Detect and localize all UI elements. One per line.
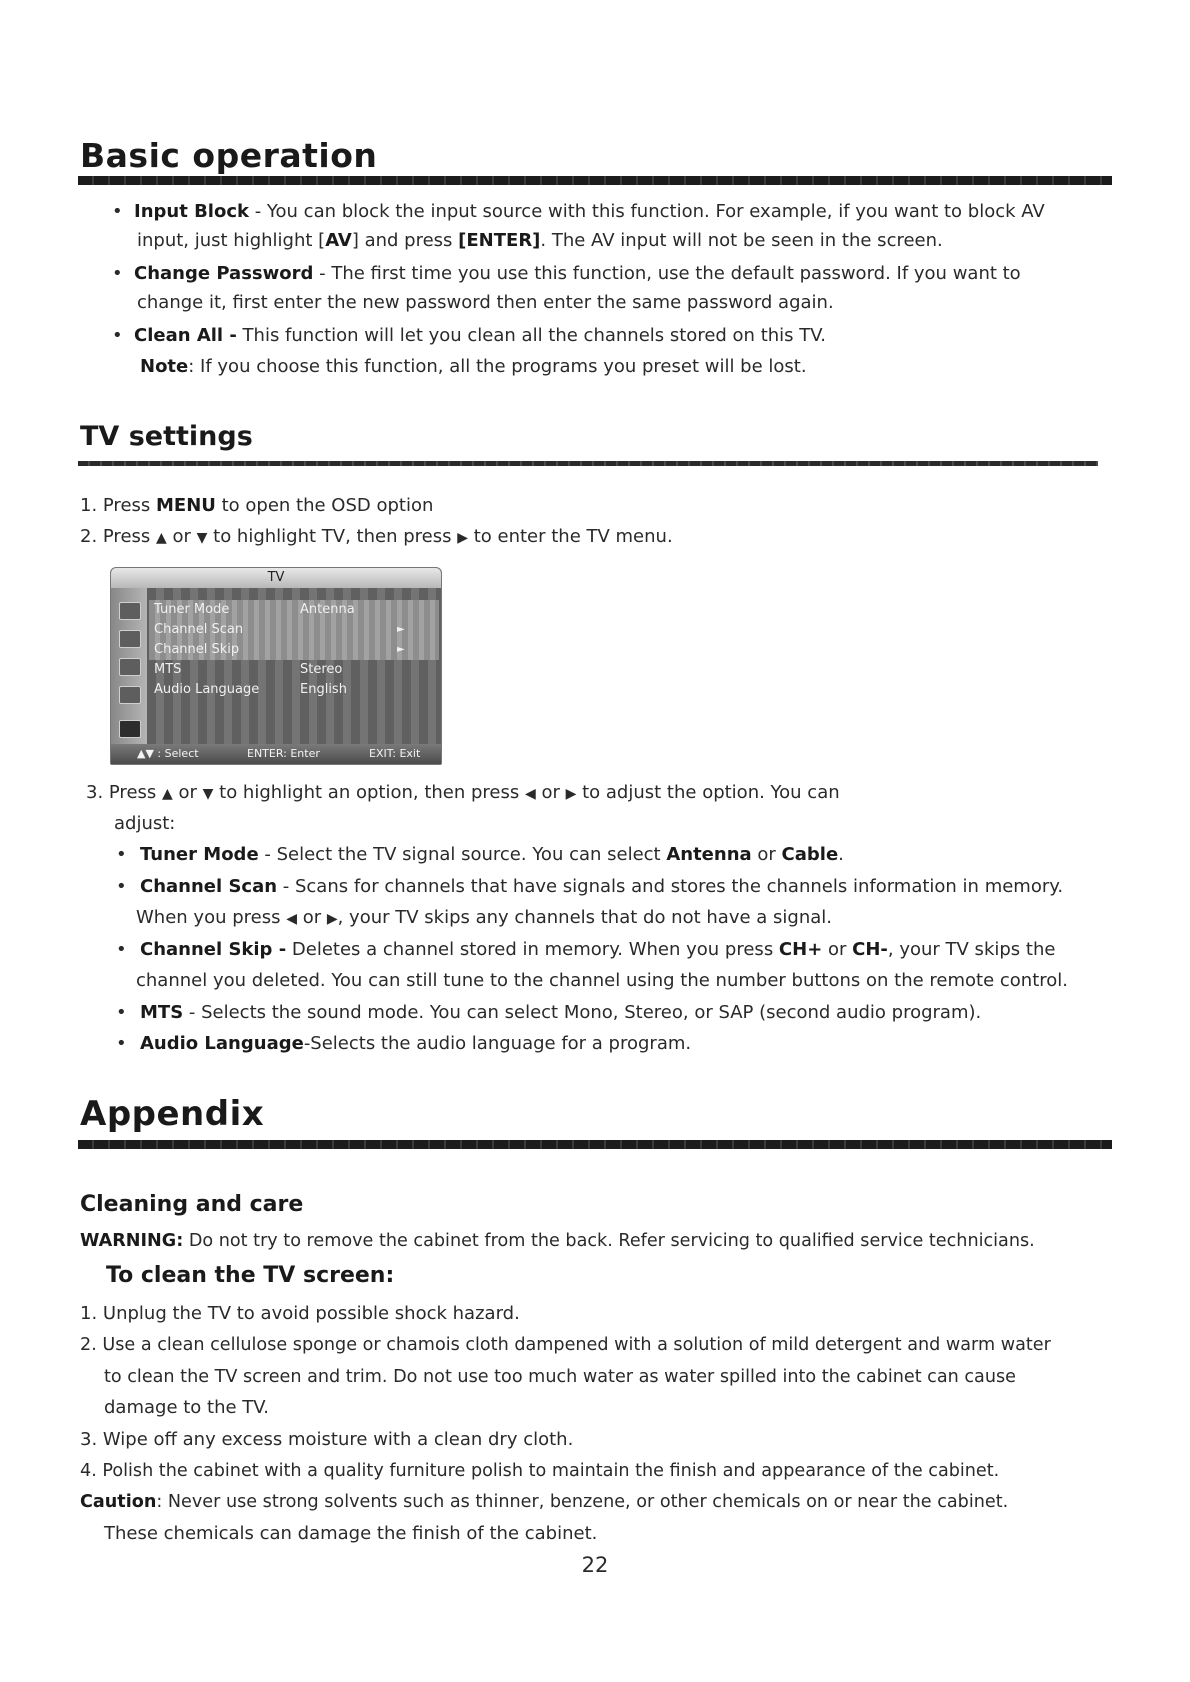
step-3: 3. Press ▲ or ▼ to highlight an option, then press ◀ or ▶ to adjust the option. You can bbox=[86, 782, 840, 803]
osd-row-audio-language: Audio Language English bbox=[154, 682, 347, 697]
note-term: Note bbox=[140, 356, 189, 377]
osd-footer bbox=[111, 744, 441, 764]
clean-all-term: Clean All - bbox=[134, 325, 237, 346]
clean-all-line: Clean All - This function will let you clean all the channels stored on this TV. bbox=[134, 325, 826, 346]
right-arrow-icon: ▶ bbox=[457, 530, 468, 546]
clean-step-2-line-2: to clean the TV screen and trim. Do not use too much water as water spilled into the cabinet can cause bbox=[104, 1367, 1016, 1387]
osd-arrow-icon: ► bbox=[397, 644, 405, 655]
tv-icon bbox=[119, 720, 141, 738]
osd-icon-column bbox=[111, 588, 147, 744]
clean-step-4: 4. Polish the cabinet with a quality furniture polish to maintain the finish and appearance of the cabinet. bbox=[80, 1461, 1000, 1481]
bullet-glyph: • bbox=[116, 939, 127, 960]
channel-skip-line-2: channel you deleted. You can still tune to the channel using the number buttons on the remote control. bbox=[136, 970, 1069, 991]
channel-scan-line: Channel Scan - Scans for channels that have signals and stores the channels information in memory. bbox=[140, 876, 1064, 897]
down-arrow-icon: ▼ bbox=[196, 530, 208, 546]
channel-scan-line-2: When you press ◀ or ▶, your TV skips any channels that do not have a signal. bbox=[136, 907, 832, 928]
change-password-line-2: change it, first enter the new password then enter the same password again. bbox=[137, 292, 834, 313]
clean-step-2-line-3: damage to the TV. bbox=[104, 1397, 270, 1418]
osd-row-tuner-mode: Tuner Mode Antenna bbox=[149, 600, 439, 620]
note-line: Note: If you choose this function, all the programs you preset will be lost. bbox=[140, 356, 807, 377]
input-block-line-2: input, just highlight [AV] and press [ENTER]. The AV input will not be seen in the screen. bbox=[137, 230, 943, 251]
bullet-glyph: • bbox=[112, 201, 123, 222]
warning-term: WARNING: bbox=[80, 1231, 184, 1251]
picture-icon bbox=[119, 602, 141, 620]
sound-icon bbox=[119, 630, 141, 648]
appendix-heading: Appendix bbox=[80, 1094, 265, 1134]
bullet-glyph: • bbox=[112, 325, 123, 346]
osd-row-channel-scan: Channel Scan ► bbox=[149, 620, 439, 640]
right-arrow-icon: ▶ bbox=[565, 786, 577, 802]
osd-footer-exit: EXIT: Exit bbox=[369, 747, 421, 760]
bullet-glyph: • bbox=[116, 876, 127, 897]
up-arrow-icon: ▲ bbox=[156, 530, 167, 546]
change-password-term: Change Password bbox=[134, 263, 314, 284]
osd-arrow-icon: ► bbox=[397, 624, 405, 635]
tuner-mode-line: Tuner Mode - Select the TV signal source. You can select Antenna or Cable. bbox=[140, 844, 844, 865]
heading-rule bbox=[78, 176, 1112, 185]
right-arrow-icon: ▶ bbox=[326, 911, 338, 927]
up-arrow-icon: ▲ bbox=[162, 786, 173, 802]
osd-row-channel-skip: Channel Skip ► bbox=[149, 640, 439, 660]
clean-step-1: 1. Unplug the TV to avoid possible shock hazard. bbox=[80, 1303, 520, 1324]
bullet-glyph: • bbox=[116, 1002, 127, 1023]
change-password-line: Change Password - The first time you use this function, use the default password. If you want to bbox=[134, 263, 1021, 284]
heading-rule bbox=[78, 461, 1098, 466]
caution-term: Caution bbox=[80, 1492, 157, 1512]
mts-line: MTS - Selects the sound mode. You can select Mono, Stereo, or SAP (second audio program). bbox=[140, 1002, 982, 1023]
lock-icon bbox=[119, 686, 141, 704]
caution-line-2: These chemicals can damage the finish of the cabinet. bbox=[104, 1523, 598, 1544]
step-2: 2. Press ▲ or ▼ to highlight TV, then press ▶ to enter the TV menu. bbox=[80, 526, 673, 547]
osd-footer-select: ▲▼ : Select bbox=[137, 747, 199, 760]
clean-screen-heading: To clean the TV screen: bbox=[106, 1263, 395, 1288]
osd-row-mts: MTS Stereo bbox=[154, 662, 343, 677]
tv-osd-menu bbox=[110, 567, 442, 765]
caution-line: Caution: Never use strong solvents such as thinner, benzene, or other chemicals on or near the cabinet. bbox=[80, 1492, 1009, 1512]
bullet-glyph: • bbox=[116, 1033, 127, 1054]
bullet-glyph: • bbox=[116, 844, 127, 865]
heading-rule bbox=[78, 1140, 1112, 1149]
step-3-line-2: adjust: bbox=[114, 813, 176, 834]
tv-settings-heading: TV settings bbox=[80, 421, 253, 452]
osd-title: TV bbox=[111, 568, 441, 588]
step-1: 1. Press MENU to open the OSD option bbox=[80, 495, 434, 516]
down-arrow-icon: ▼ bbox=[202, 786, 214, 802]
bullet-glyph: • bbox=[112, 263, 123, 284]
left-arrow-icon: ◀ bbox=[286, 911, 297, 927]
input-block-line: Input Block - You can block the input source with this function. For example, if you want to block AV bbox=[134, 201, 1045, 222]
input-block-term: Input Block bbox=[134, 201, 249, 222]
setup-icon bbox=[119, 658, 141, 676]
clean-step-2: 2. Use a clean cellulose sponge or chamois cloth dampened with a solution of mild detergent and warm water bbox=[80, 1335, 1051, 1355]
cleaning-and-care-heading: Cleaning and care bbox=[80, 1192, 304, 1217]
page-number: 22 bbox=[581, 1553, 609, 1577]
clean-step-3: 3. Wipe off any excess moisture with a clean dry cloth. bbox=[80, 1429, 574, 1450]
warning-line: WARNING: Do not try to remove the cabinet from the back. Refer servicing to qualified service technicians. bbox=[80, 1231, 1035, 1251]
basic-operation-heading: Basic operation bbox=[80, 136, 378, 175]
audio-language-line: Audio Language-Selects the audio language for a program. bbox=[140, 1033, 692, 1054]
left-arrow-icon: ◀ bbox=[524, 786, 536, 802]
channel-skip-line: Channel Skip - Deletes a channel stored in memory. When you press CH+ or CH-, your TV skips the bbox=[140, 939, 1056, 960]
osd-footer-enter: ENTER: Enter bbox=[247, 747, 320, 760]
